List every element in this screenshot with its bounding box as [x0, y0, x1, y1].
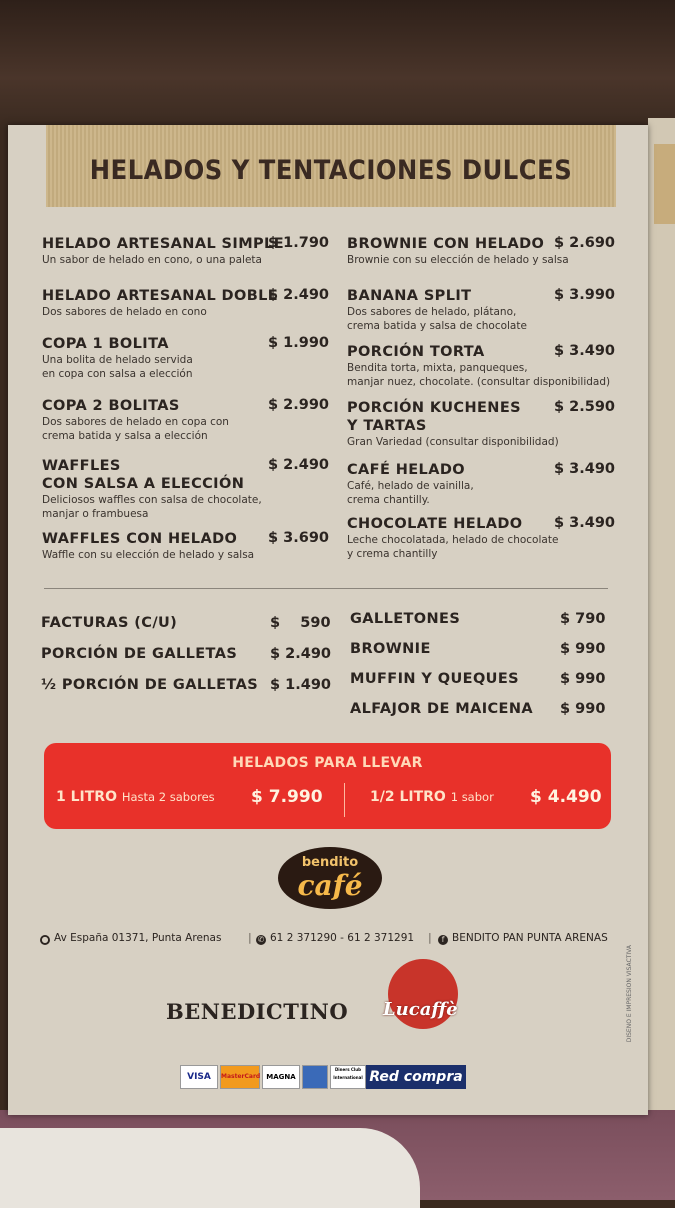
item-price: $ 2.490 — [268, 457, 330, 473]
adjacent-menu-page — [648, 118, 675, 1118]
print-credit: DISEÑO E IMPRESIÓN VISACTIVA — [626, 945, 633, 1043]
adjacent-menu-header-strip — [654, 144, 675, 224]
item-name: PORCIÓN TORTA — [347, 344, 485, 360]
benedictino-logo: BENEDICTINO — [166, 999, 349, 1024]
simple-item-name: ALFAJOR DE MAICENA — [350, 701, 533, 717]
menu-item — [42, 397, 229, 443]
item-name: HELADO ARTESANAL DOBLE — [42, 288, 279, 304]
banner-left-label — [56, 789, 215, 805]
simple-item-price: $ 990 — [560, 641, 606, 657]
contact-address — [40, 932, 221, 945]
banner-right-size: 1/2 LITRO — [370, 789, 446, 805]
banner-left-size: 1 LITRO — [56, 789, 117, 805]
contact-facebook — [438, 932, 608, 945]
banner-right-label — [370, 789, 494, 805]
item-price: $ 1.990 — [268, 335, 330, 351]
item-name: PORCIÓN KUCHENES — [347, 400, 521, 416]
menu-item — [347, 461, 474, 507]
item-description: crema batida y salsa a elección — [42, 430, 208, 442]
banner-left-price: $ 7.990 — [251, 787, 323, 807]
menu-item — [347, 399, 559, 449]
address-text: Av España 01371, Punta Arenas — [54, 932, 222, 944]
simple-item-name: ½ PORCIÓN DE GALLETAS — [41, 677, 259, 693]
menu-item — [42, 235, 284, 267]
item-name: CHOCOLATE HELADO — [347, 516, 523, 532]
lucaffe-logo: Lucaffè — [383, 999, 458, 1020]
item-name: Y TARTAS — [347, 418, 427, 434]
item-description: Dos sabores de helado en cono — [42, 306, 207, 318]
table-background — [0, 0, 675, 130]
item-price: $ 2.490 — [268, 287, 330, 303]
item-description: Un sabor de helado en cono, o una paleta — [42, 254, 262, 266]
item-name: BROWNIE CON HELADO — [347, 236, 545, 252]
contact-separator: | — [428, 931, 432, 944]
item-description: manjar o frambuesa — [42, 508, 149, 520]
menu-item — [42, 457, 262, 521]
item-description: en copa con salsa a elección — [42, 368, 193, 380]
item-description: manjar nuez, chocolate. (consultar disponibilidad) — [347, 376, 611, 388]
item-price: $ 3.490 — [554, 461, 616, 477]
item-price: $ 2.590 — [554, 399, 616, 415]
banner-title: HELADOS PARA LLEVAR — [232, 755, 423, 771]
visa-logo: VISA — [180, 1065, 218, 1089]
contact-separator: | — [248, 931, 252, 944]
menu-header — [46, 125, 616, 207]
contact-phone — [256, 932, 414, 945]
item-description: Dos sabores de helado, plátano, — [347, 306, 517, 318]
item-price: $ 3.490 — [554, 343, 616, 359]
takeaway-banner — [44, 743, 611, 829]
bendito-cafe-logo — [278, 847, 382, 909]
simple-item-price: $ 790 — [560, 611, 606, 627]
item-description: Leche chocolatada, helado de chocolate — [347, 534, 559, 546]
item-price: $ 3.990 — [554, 287, 616, 303]
item-name: HELADO ARTESANAL SIMPLE — [42, 236, 284, 252]
lace-cloth — [0, 1128, 420, 1208]
menu-item — [347, 287, 527, 333]
facebook-icon: f — [438, 935, 448, 945]
item-description: Brownie con su elección de helado y salsa — [347, 254, 569, 266]
simple-item-price: $ 990 — [560, 671, 606, 687]
item-description: Deliciosos waffles con salsa de chocolate, — [42, 494, 262, 506]
item-price: $ 2.690 — [554, 235, 616, 251]
menu-item — [42, 335, 193, 381]
logo-line2: café — [297, 869, 363, 902]
simple-item-name: PORCIÓN DE GALLETAS — [41, 646, 238, 662]
item-name: COPA 2 BOLITAS — [42, 398, 180, 414]
item-name: COPA 1 BOLITA — [42, 336, 169, 352]
simple-item-price: $ 590 — [270, 615, 331, 631]
menu-card — [8, 125, 648, 1115]
item-price: $ 1.790 — [268, 235, 330, 251]
simple-item-name: GALLETONES — [350, 611, 461, 627]
simple-item-name: BROWNIE — [350, 641, 431, 657]
item-name: CAFÉ HELADO — [347, 462, 465, 478]
simple-item-price: $ 1.490 — [270, 677, 332, 693]
menu-item — [42, 530, 254, 562]
section-divider — [44, 588, 608, 589]
item-description: Waffle con su elección de helado y salsa — [42, 549, 255, 561]
amex-logo — [302, 1065, 328, 1089]
simple-item-name: MUFFIN Y QUEQUES — [350, 671, 519, 687]
simple-item-price: $ 990 — [560, 701, 606, 717]
diners-logo: Diners Club International — [330, 1065, 366, 1089]
logo-line1: bendito — [301, 855, 359, 870]
magna-logo: MAGNA — [262, 1065, 300, 1089]
mastercard-logo: MasterCard — [220, 1065, 260, 1089]
menu-item — [347, 515, 558, 561]
menu-item — [347, 235, 569, 267]
item-price: $ 2.990 — [268, 397, 330, 413]
location-pin-icon: ● — [41, 935, 49, 944]
item-description: Dos sabores de helado en copa con — [42, 416, 229, 428]
simple-item-price: $ 2.490 — [270, 646, 332, 662]
item-description: crema batida y salsa de chocolate — [347, 320, 527, 332]
item-name: WAFFLES — [42, 458, 121, 474]
item-description: crema chantilly. — [347, 494, 430, 506]
page-title: HELADOS Y TENTACIONES DULCES — [89, 155, 573, 186]
item-description: Gran Variedad (consultar disponibilidad) — [347, 436, 559, 448]
banner-left-sub: Hasta 2 sabores — [121, 790, 215, 804]
banner-right-price: $ 4.490 — [530, 787, 602, 807]
item-description: Café, helado de vainilla, — [347, 480, 474, 492]
menu-item — [42, 287, 278, 319]
item-price: $ 3.690 — [268, 530, 330, 546]
redcompra-logo: Red compra — [366, 1065, 466, 1089]
simple-item-name: FACTURAS (C/U) — [41, 615, 178, 631]
item-price: $ 3.490 — [554, 515, 616, 531]
phone-icon: ✆ — [257, 935, 265, 944]
item-description: Bendita torta, mixta, panqueques, — [347, 362, 528, 374]
facebook-text: BENDITO PAN PUNTA ARENAS — [452, 932, 608, 944]
item-description: y crema chantilly — [347, 548, 438, 560]
item-description: Una bolita de helado servida — [42, 354, 193, 366]
phone-text: 61 2 371290 - 61 2 371291 — [270, 932, 415, 944]
item-name: BANANA SPLIT — [347, 288, 472, 304]
item-name: WAFFLES CON HELADO — [42, 531, 238, 547]
banner-separator — [344, 783, 345, 817]
item-name: CON SALSA A ELECCIÓN — [42, 476, 245, 492]
banner-right-sub: 1 sabor — [450, 790, 494, 804]
